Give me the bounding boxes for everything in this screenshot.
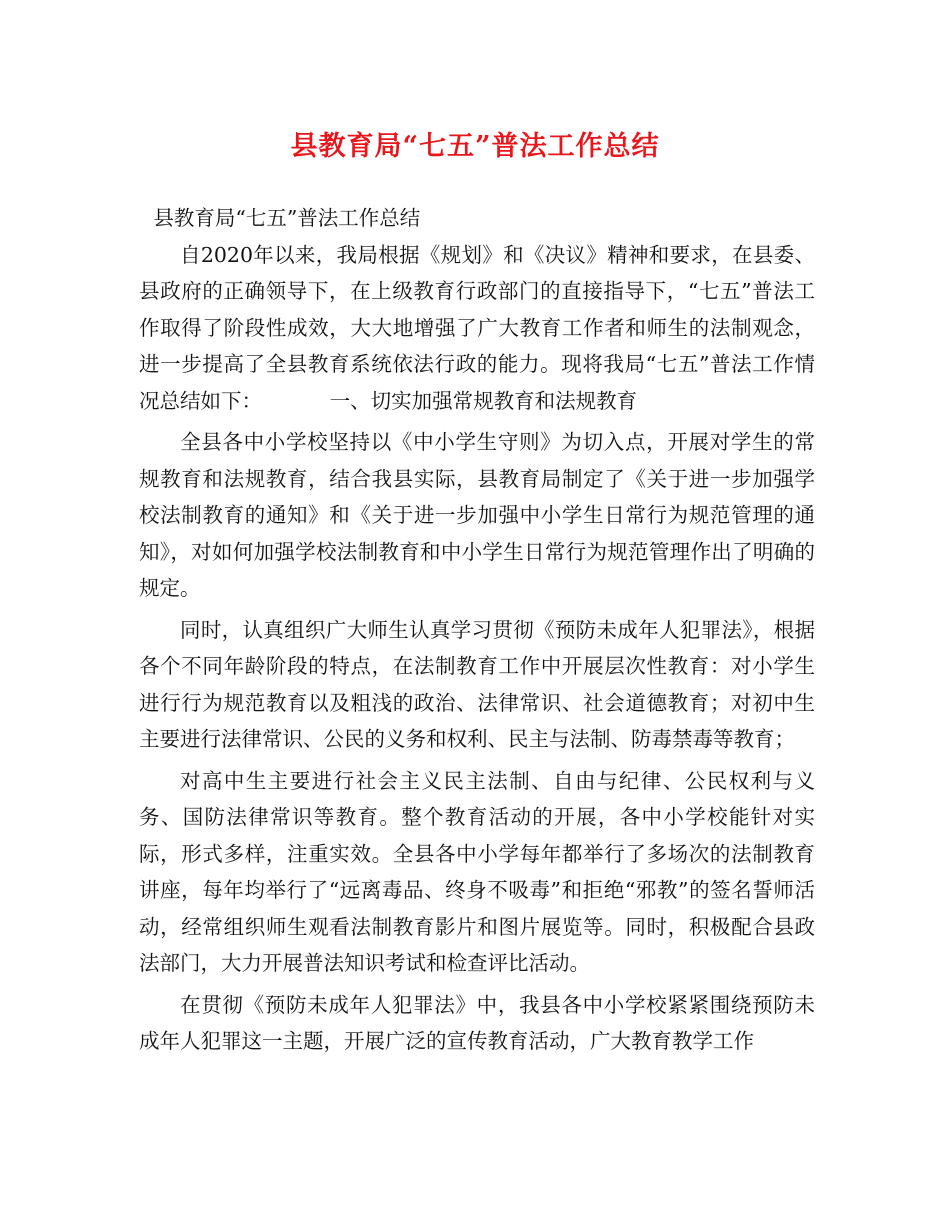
document-title: 县教育局“七五”普法工作总结 [290,131,660,162]
intro-text: 自2020年以来，我局根据《规划》和《决议》精神和要求，在县委、县政府的正确领导下，在上级教育行政部门的直接指导下，“七五”普法工作取得了阶段性成效，大大地增强了广大教育工作者和师生的法制观念，进一步提高了全县教育系统依法行政的能力。现将我局“七五”普法工作情况总结如下： [139,242,815,413]
section-heading-1: 一、切实加强常规教育和法规教育 [329,388,638,413]
intro-paragraph [139,237,815,420]
body-paragraph-3: 对高中生主要进行社会主义民主法制、自由与纪律、公民权利与义务、国防法律常识等教育。整个教育活动的开展，各中小学校能针对实际，形式多样，注重实效。全县各中小学每年都举行了多场次的法制教育讲座，每年均举行了“远离毒品、终身不吸毒”和拒绝“邪教”的签名誓师活动，经常组织师生观看法制教育影片和图片展览等。同时，积极配合县政法部门，大力开展普法知识考试和检查评比活动。 [139,768,815,975]
subtitle-paragraph: 县教育局“七五”普法工作总结 [153,206,421,230]
body-paragraph-1: 全县各中小学校坚持以《中小学生守则》为切入点，开展对学生的常规教育和法规教育，结合我县实际，县教育局制定了《关于进一步加强学校法制教育的通知》和《关于进一步加强中小学生日常行为规范管理的通知》，对如何加强学校法制教育和中小学生日常行为规范管理作出了明确的规定。 [139,430,815,600]
body-paragraph-2: 同时，认真组织广大师生认真学习贯彻《预防未成年人犯罪法》，根据各个不同年龄阶段的特点，在法制教育工作中开展层次性教育：对小学生进行行为规范教育以及粗浅的政治、法律常识、社会道德教育；对初中生主要进行法律常识、公民的义务和权利、民主与法制、防毒禁毒等教育； [139,617,815,751]
document-body [139,200,815,1060]
body-paragraph-4: 在贯彻《预防未成年人犯罪法》中，我县各中小学校紧紧围绕预防未成年人犯罪这一主题，开展广泛的宣传教育活动，广大教育教学工作 [139,992,815,1053]
